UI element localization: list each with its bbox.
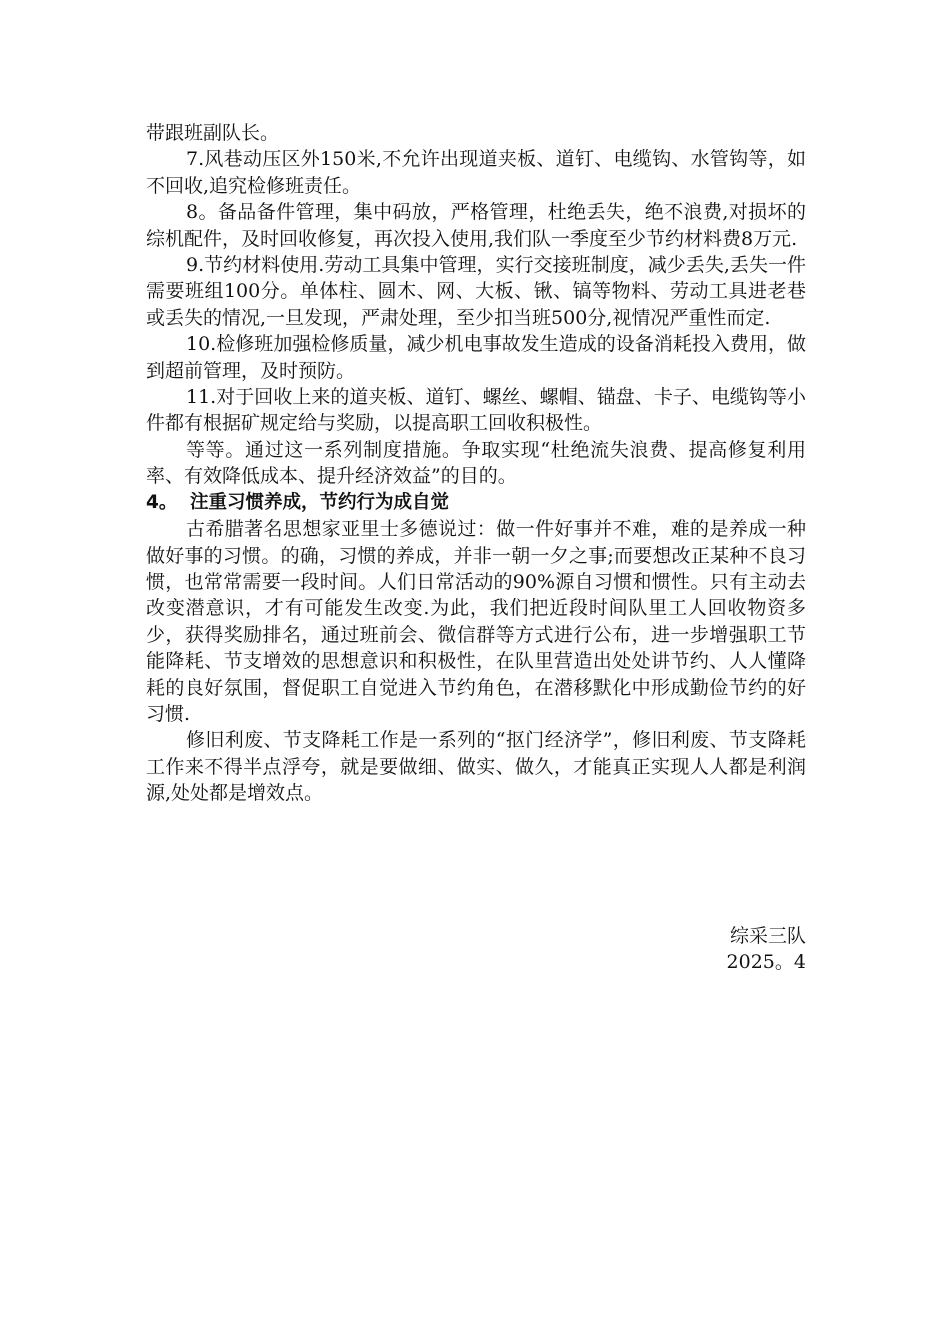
section-heading (146, 490, 806, 516)
paragraph-continuation: 带跟班副队长。 (146, 122, 280, 144)
paragraph-item-10: 10.检修班加强检修质量，减少机电事故发生造成的设备消耗投入费用，做到超前管理，及时预防。 (146, 333, 806, 382)
signature-date: 2025。4 (726, 951, 806, 973)
paragraph-item-7: 7.风巷动压区外150米,不允许出现道夹板、道钉、电缆钩、水管钩等，如不回收,追究检修班责任。 (146, 148, 806, 197)
paragraph-conclusion: 修旧利废、节支降耗工作是一系列的“抠门经济学”，修旧利废、节支降耗工作来不得半点浮夸，就是要做细、做实、做久，才能真正实现人人都是利润源,处处都是增效点。 (146, 729, 806, 805)
paragraph-item-9: 9.节约材料使用.劳动工具集中管理，实行交接班制度，减少丢失,丢失一件需要班组100分。单体柱、圆木、网、大板、锹、镐等物料、劳动工具进老巷或丢失的情况,一旦发现，严肃处理，至少扣当班500分,视情况严重性而定. (146, 254, 806, 329)
paragraph-item-11: 11.对于回收上来的道夹板、道钉、螺丝、螺帽、锚盘、卡子、电缆钩等小件都有根据矿规定给与奖励，以提高职工回收积极性。 (146, 386, 806, 435)
signature-org: 综采三队 (729, 925, 806, 947)
paragraph-item-8: 8。备品备件管理，集中码放，严格管理，杜绝丢失，绝不浪费,对损坏的综机配件，及时回收修复，再次投入使用,我们队一季度至少节约材料费8万元. (146, 201, 806, 250)
paragraph-aristotle: 古希腊著名思想家亚里士多德说过：做一件好事并不难，难的是养成一种做好事的习惯。的确，习惯的养成，并非一朝一夕之事;而要想改正某种不良习惯，也常常需要一段时间。人们日常活动的90%源自习惯和惯性。只有主动去改变潜意识，才有可能发生改变.为此，我们把近段时间队里工人回收物资多少，获得奖励排名，通过班前会、微信群等方式进行公布，进一步增强职工节能降耗、节支增效的思想意识和积极性，在队里营造出处处讲节约、人人懂降耗的良好氛围，督促职工自觉进入节约角色，在潜移默化中形成勤俭节约的好习惯. (146, 518, 806, 725)
paragraph-summary: 等等。通过这一系列制度措施。争取实现“杜绝流失浪费、提高修复利用率、有效降低成本、提升经济效益”的目的。 (146, 438, 806, 488)
document-body (146, 120, 806, 807)
section-title: 注重习惯养成，节约行为成自觉 (190, 491, 450, 513)
section-number: 4。 (146, 491, 178, 513)
